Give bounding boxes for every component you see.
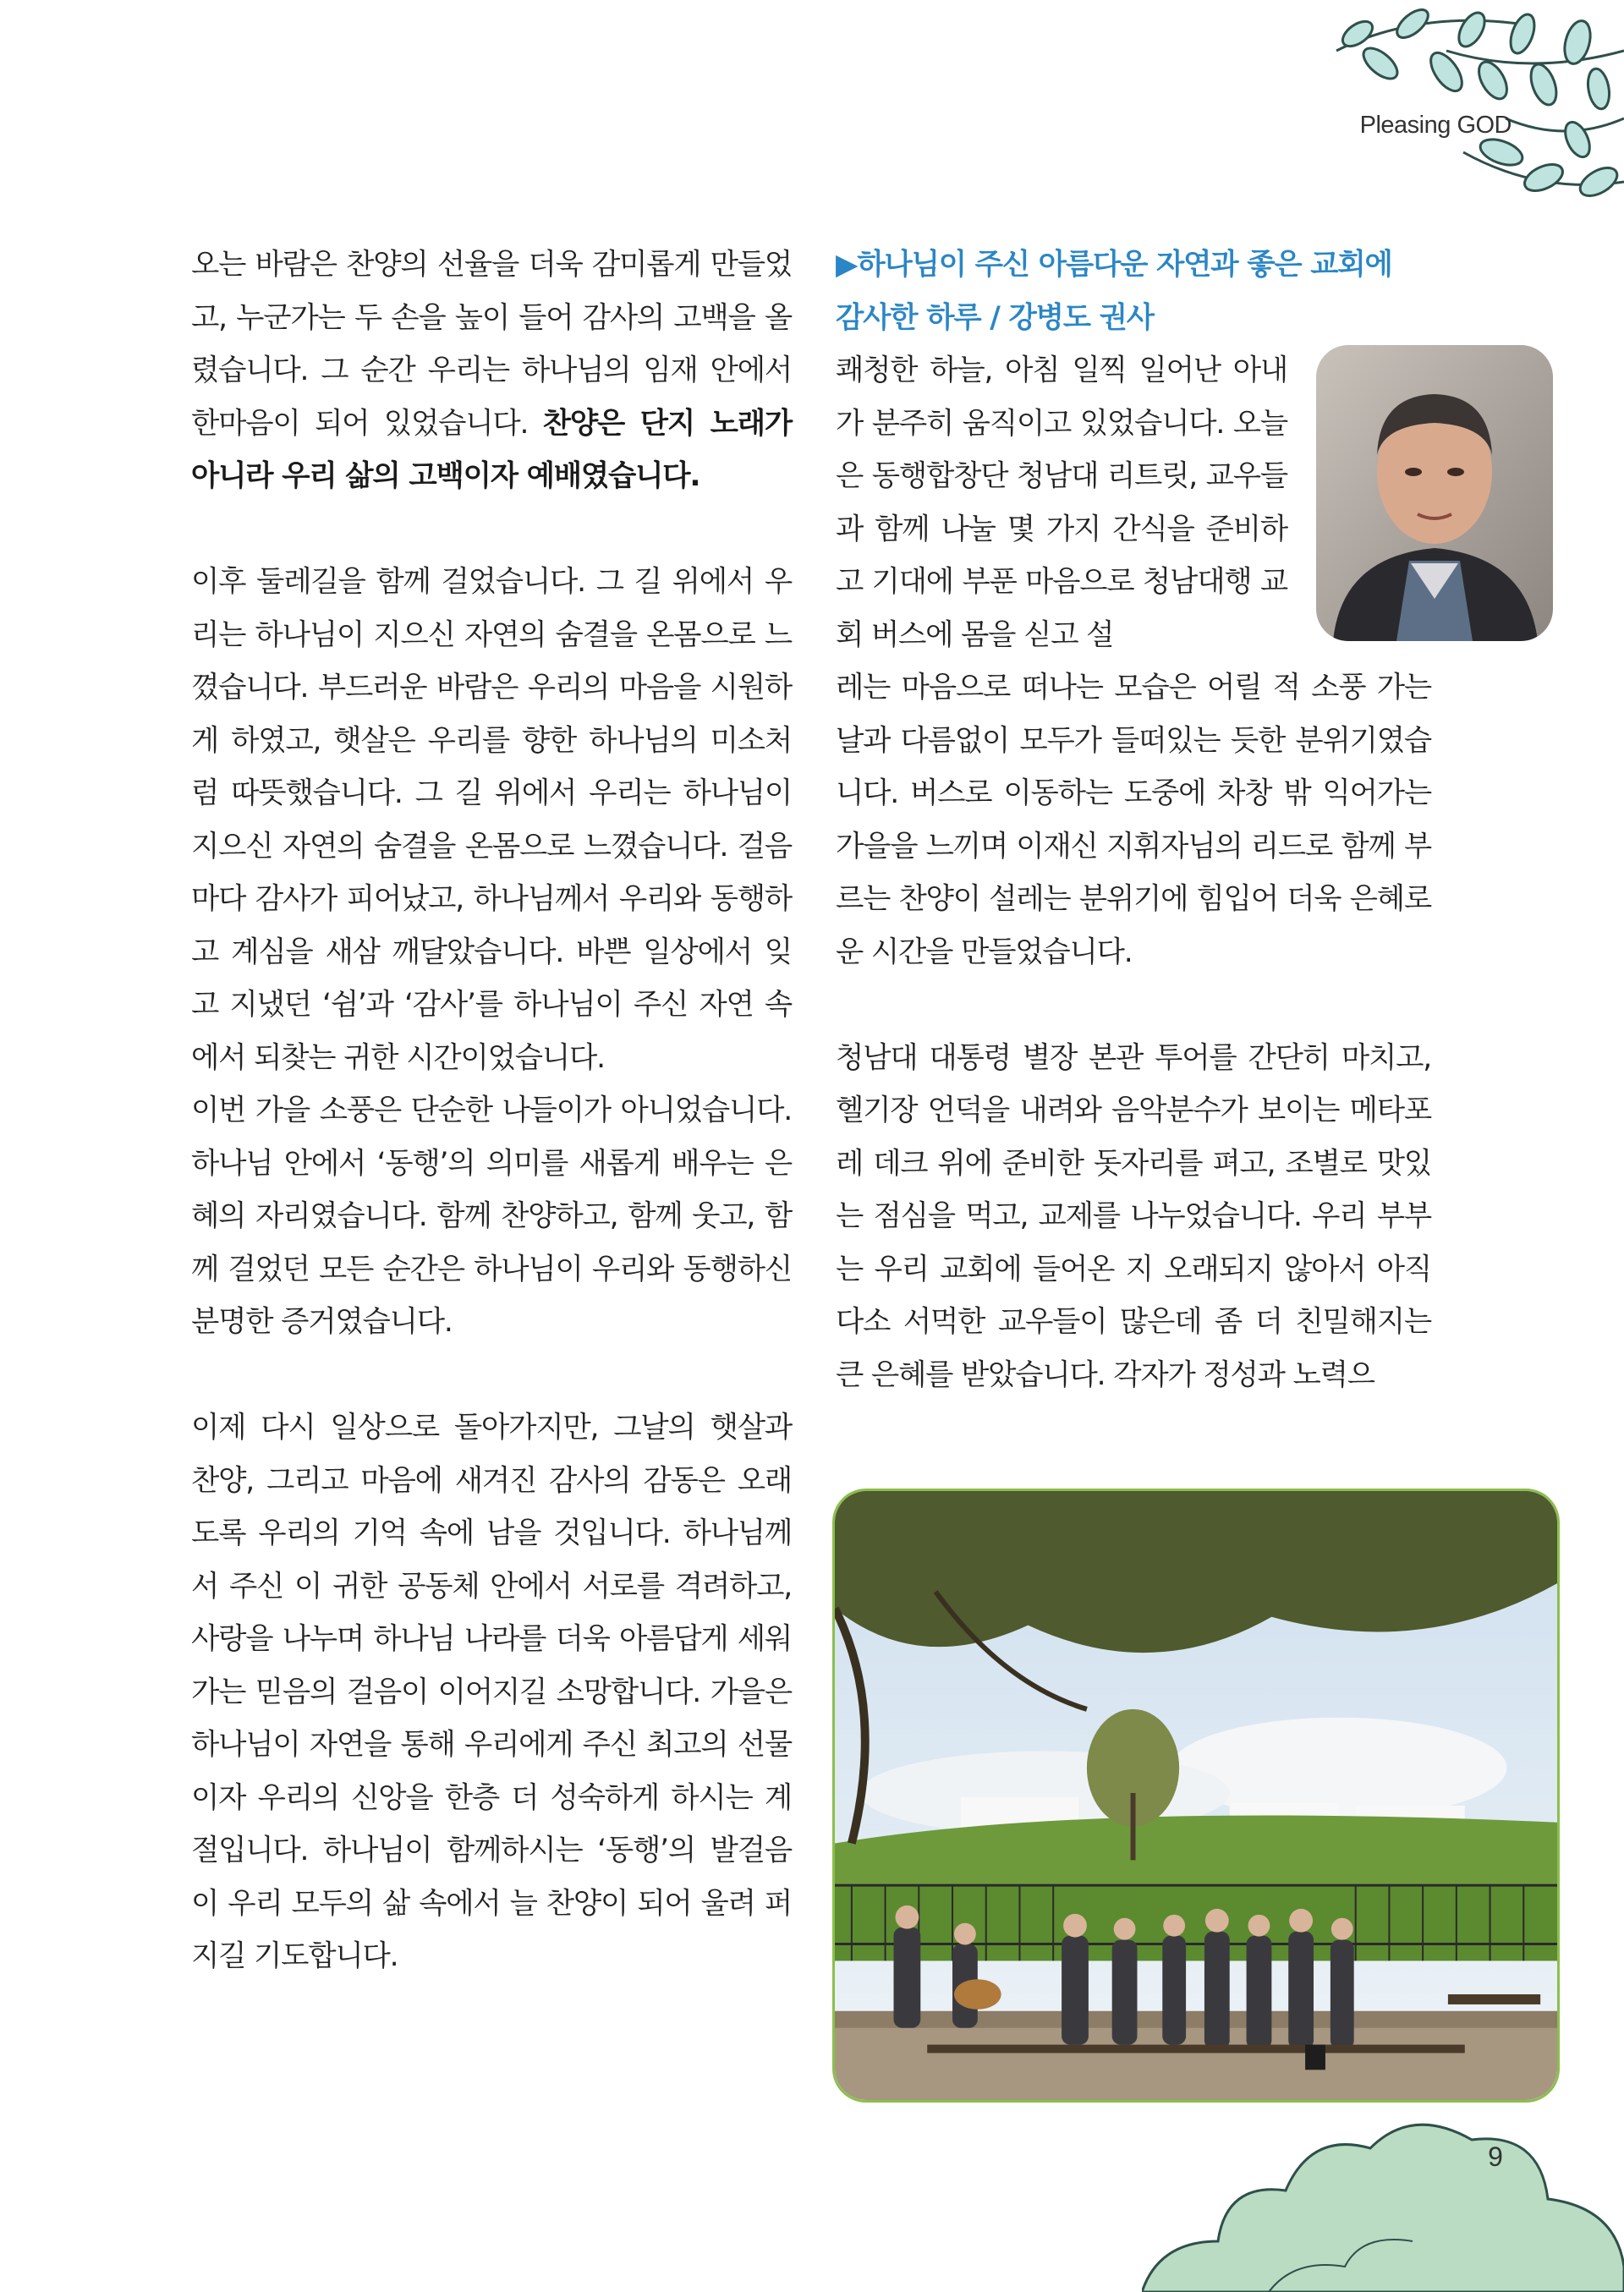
group-photo: [832, 1489, 1560, 2103]
paragraph: 청남대 대통령 별장 본관 투어를 간단히 마치고, 헬기장 언덕을 내려와 음악분수가 보이는 메타포레 데크 위에 준비한 돗자리를 펴고, 조별로 맛있는 점심을 먹고, 교제를 나누었습니다. 우리 부부는 우리 교회에 들어온 지 오래되지 않아서 아직 다소 서먹한 교우들이 많은데 좀 더 친밀해지는 큰 은혜를 받았습니다. 각자가 정성과 노력으: [836, 1040, 1431, 1392]
right-column: [836, 661, 1431, 1401]
emphasis-text: 찬양은 단지 노래가 아니라 우리 삶의 고백이자 예배였습니다.: [191, 406, 792, 493]
header-label: Pleasing GOD: [1359, 112, 1512, 139]
paragraph: 쾌청한 하늘, 아침 일찍 일어난 아내가 분주히 움직이고 있었습니다. 오늘은 동행합창단 청남대 리트릿, 교우들과 함께 나눌 몇 가지 간식을 준비하고 기대에 부푼 마음으로 청남대행 교회 버스에 몸을 싣고 설: [836, 354, 1287, 652]
paragraph: 이후 둘레길을 함께 걸었습니다. 그 길 위에서 우리는 하나님이 지으신 자연의 숨결을 온몸으로 느꼈습니다. 부드러운 바람은 우리의 마음을 시원하게 하였고, 햇살은 우리를 향한 하나님의 미소처럼 따뜻했습니다. 그 길 위에서 우리는 하나님이 지으신 자연의 숨결을 온몸으로 느꼈습니다. 걸음마다 감사가 피어났고, 하나님께서 우리와 동행하고 계심을 새삼 깨달았습니다. 바쁜 일상에서 잊고 지냈던 ‘쉼’과 ‘감사’를 하나님이 주신 자연 속에서 되찾는 귀한 시간이었습니다.: [191, 565, 792, 1075]
paragraph: 레는 마음으로 떠나는 모습은 어릴 적 소풍 가는 날과 다름없이 모두가 들떠있는 듯한 분위기였습니다. 버스로 이동하는 도중에 차창 밖 익어가는 가을을 느끼며 이재신 지휘자님의 리드로 함께 부르는 찬양이 설레는 분위기에 힘입어 더욱 은혜로운 시간을 만들었습니다.: [836, 671, 1431, 969]
bush-decoration-icon: [1142, 2114, 1624, 2292]
intro-text: [836, 344, 1287, 661]
paragraph: 이번 가을 소풍은 단순한 나들이가 아니었습니다. 하나님 안에서 ‘동행’의 의미를 새롭게 배우는 은혜의 자리였습니다. 함께 찬양하고, 함께 웃고, 함께 걸었던 모든 순간은 하나님이 우리와 동행하신 분명한 증거였습니다.: [191, 1094, 792, 1339]
author-portrait: [1316, 345, 1553, 641]
leaf-branch-decoration-icon: [1320, 0, 1624, 220]
paragraph: [191, 239, 792, 503]
heading-line: 감사한 하루 / 강병도 권사: [836, 300, 1154, 335]
section-heading: [836, 239, 1479, 344]
page-number: 9: [1488, 2141, 1503, 2172]
left-column: [191, 239, 792, 1983]
paragraph: 이제 다시 일상으로 돌아가지만, 그날의 햇살과 찬양, 그리고 마음에 새겨진 감사의 감동은 오래도록 우리의 기억 속에 남을 것입니다. 하나님께서 주신 이 귀한 공동체 안에서 서로를 격려하고, 사랑을 나누며 하나님 나라를 더욱 아름답게 세워가는 믿음의 걸음이 이어지길 소망합니다. 가을은 하나님이 자연을 통해 우리에게 주신 최고의 선물이자 우리의 신앙을 한층 더 성숙하게 하시는 계절입니다. 하나님이 함께하시는 ‘동행’의 발걸음이 우리 모두의 삶 속에서 늘 찬양이 되어 울려 퍼지길 기도합니다.: [191, 1411, 792, 1973]
paragraph-text: 오는 바람은 찬양의 선율을 더욱 감미롭게 만들었고, 누군가는 두 손을 높이 들어 감사의 고백을 올렸습니다. 그 순간 우리는 하나님의 임재 안에서 한마음이 되어 있었습니다.: [191, 248, 792, 441]
heading-line: ▶하나님이 주신 아름다운 자연과 좋은 교회에: [836, 248, 1392, 282]
